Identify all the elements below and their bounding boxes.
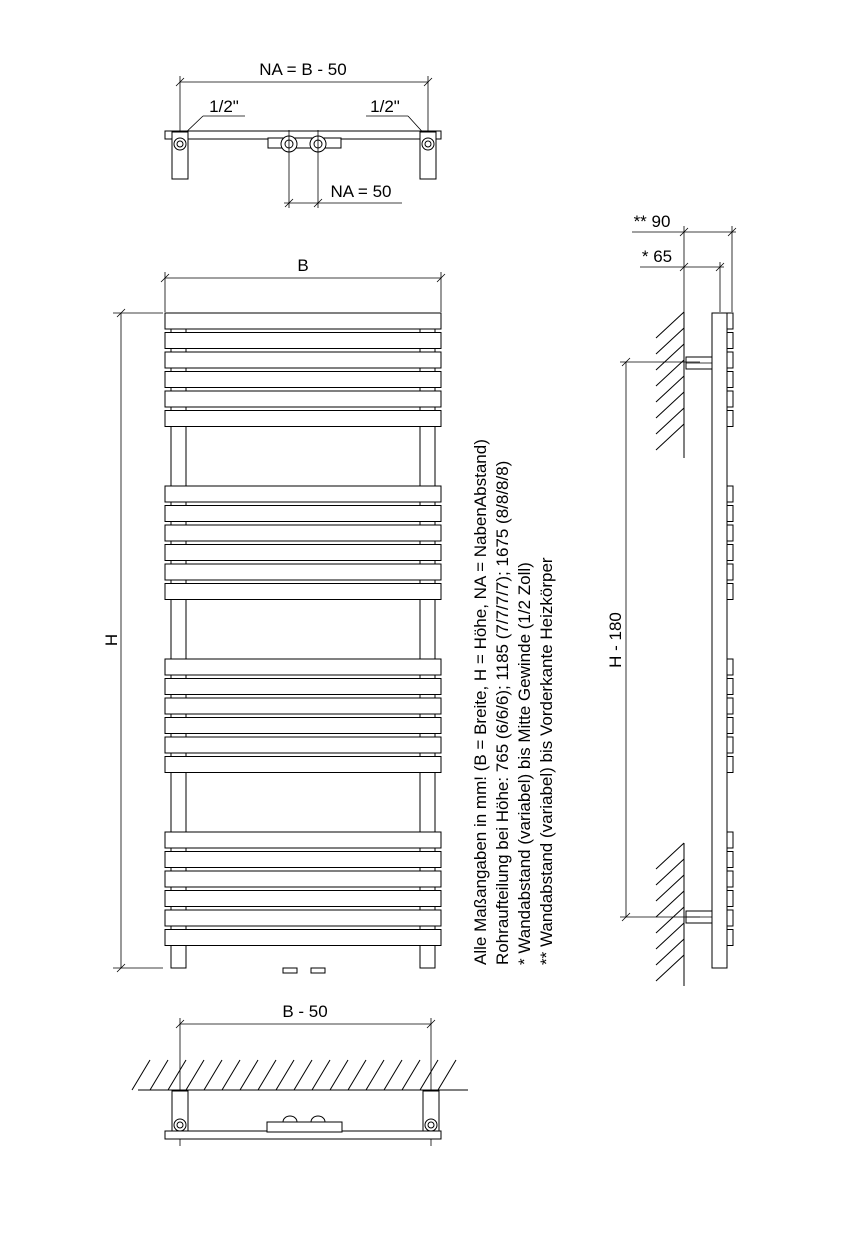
side-thread-distance-label: * 65 xyxy=(641,247,673,266)
hatch-line xyxy=(656,328,684,354)
radiator-tube xyxy=(165,506,441,522)
top-connection-spacing-label: NA = 50 xyxy=(330,182,392,201)
radiator-tube xyxy=(165,525,441,541)
side-tube xyxy=(727,545,733,561)
radiator-tube xyxy=(165,718,441,734)
hatch-line xyxy=(656,859,684,885)
hatch-line xyxy=(656,376,684,402)
side-tube xyxy=(727,757,733,773)
hatch-line xyxy=(132,1060,150,1090)
side-tube xyxy=(727,930,733,946)
side-tube xyxy=(727,525,733,541)
radiator-tube xyxy=(165,372,441,388)
side-tube xyxy=(727,737,733,753)
radiator-tube xyxy=(165,333,441,349)
radiator-tube xyxy=(165,352,441,368)
hatch-line xyxy=(330,1060,348,1090)
hatch-line xyxy=(366,1060,384,1090)
hatch-line xyxy=(656,360,684,386)
radiator-tube xyxy=(165,698,441,714)
side-tube xyxy=(727,910,733,926)
side-front-distance-label: ** 90 xyxy=(633,212,671,231)
hatch-line xyxy=(656,875,684,901)
radiator-tube xyxy=(165,757,441,773)
side-tube xyxy=(727,718,733,734)
side-tube xyxy=(727,832,733,848)
radiator-tube xyxy=(165,391,441,407)
hatch-line xyxy=(656,408,684,434)
hatch-line xyxy=(656,955,684,981)
hatch-line xyxy=(294,1060,312,1090)
side-tube xyxy=(727,506,733,522)
radiator-tube xyxy=(165,930,441,946)
radiator-tube xyxy=(165,910,441,926)
top-view xyxy=(165,60,441,208)
side-tube xyxy=(727,333,733,349)
hatch-line xyxy=(258,1060,276,1090)
side-tube xyxy=(727,698,733,714)
hatch-line xyxy=(222,1060,240,1090)
radiator-tube xyxy=(165,411,441,427)
hatch-line xyxy=(402,1060,420,1090)
side-bracket-spacing-label: H - 180 xyxy=(606,612,625,668)
side-tube xyxy=(727,679,733,695)
note-line-2: Rohraufteilung bei Höhe: 765 (6/6/6); 1185 (7/7/7/7); 1675 (8/8/8/8) xyxy=(493,460,512,965)
hatch-line xyxy=(348,1060,366,1090)
hatch-line xyxy=(656,891,684,917)
front-height-label: H xyxy=(102,633,121,647)
hatch-line xyxy=(168,1060,186,1090)
side-tube xyxy=(727,486,733,502)
front-width-label: B xyxy=(297,256,309,275)
hatch-line xyxy=(656,923,684,949)
radiator-tube xyxy=(165,832,441,848)
hatch-line xyxy=(204,1060,222,1090)
hatch-line xyxy=(656,424,684,450)
front-view xyxy=(102,256,445,973)
radiator-tube xyxy=(165,564,441,580)
hatch-line xyxy=(276,1060,294,1090)
top-thread-right-label: 1/2" xyxy=(370,97,400,116)
radiator-tube xyxy=(165,545,441,561)
hatch-line xyxy=(656,312,684,338)
hatch-line xyxy=(656,843,684,869)
hatch-line xyxy=(186,1060,204,1090)
hatch-line xyxy=(656,392,684,418)
side-tube xyxy=(727,372,733,388)
notes-block xyxy=(471,439,556,965)
side-tube xyxy=(727,659,733,675)
side-tube xyxy=(727,871,733,887)
side-tube xyxy=(727,564,733,580)
radiator-tube xyxy=(165,852,441,868)
side-tube xyxy=(727,313,733,329)
hatch-line xyxy=(312,1060,330,1090)
radiator-tubes xyxy=(165,313,441,946)
radiator-tube xyxy=(165,737,441,753)
side-tubes xyxy=(727,313,733,946)
radiator-tube xyxy=(165,679,441,695)
top-hub-distance-label: NA = B - 50 xyxy=(259,60,347,79)
bottom-hub-distance-label: B - 50 xyxy=(282,1002,328,1021)
bottom-wall-hatching xyxy=(132,1060,456,1090)
note-line-4: ** Wandabstand (variabel) bis Vorderkante Heizkörper xyxy=(537,557,556,965)
side-tube xyxy=(727,391,733,407)
top-thread-left-label: 1/2" xyxy=(209,97,239,116)
side-tube xyxy=(727,584,733,600)
note-line-3: * Wandabstand (variabel) bis Mitte Gewinde (1/2 Zoll) xyxy=(515,562,534,965)
side-tube xyxy=(727,352,733,368)
wall-hatching xyxy=(656,312,684,981)
side-view xyxy=(606,212,736,986)
radiator-tube xyxy=(165,891,441,907)
bottom-view xyxy=(132,1002,468,1146)
radiator-tube xyxy=(165,486,441,502)
hatch-line xyxy=(656,344,684,370)
radiator-tube xyxy=(165,313,441,329)
hatch-line xyxy=(240,1060,258,1090)
hatch-line xyxy=(656,939,684,965)
side-tube xyxy=(727,891,733,907)
side-tube xyxy=(727,411,733,427)
hatch-line xyxy=(438,1060,456,1090)
note-line-1: Alle Maßangaben in mm! (B = Breite, H = Höhe, NA = NabenAbstand) xyxy=(471,439,490,965)
hatch-line xyxy=(420,1060,438,1090)
side-tube xyxy=(727,852,733,868)
hatch-line xyxy=(384,1060,402,1090)
hatch-line xyxy=(150,1060,168,1090)
radiator-tube xyxy=(165,584,441,600)
radiator-tube xyxy=(165,871,441,887)
hatch-line xyxy=(656,907,684,933)
radiator-tube xyxy=(165,659,441,675)
